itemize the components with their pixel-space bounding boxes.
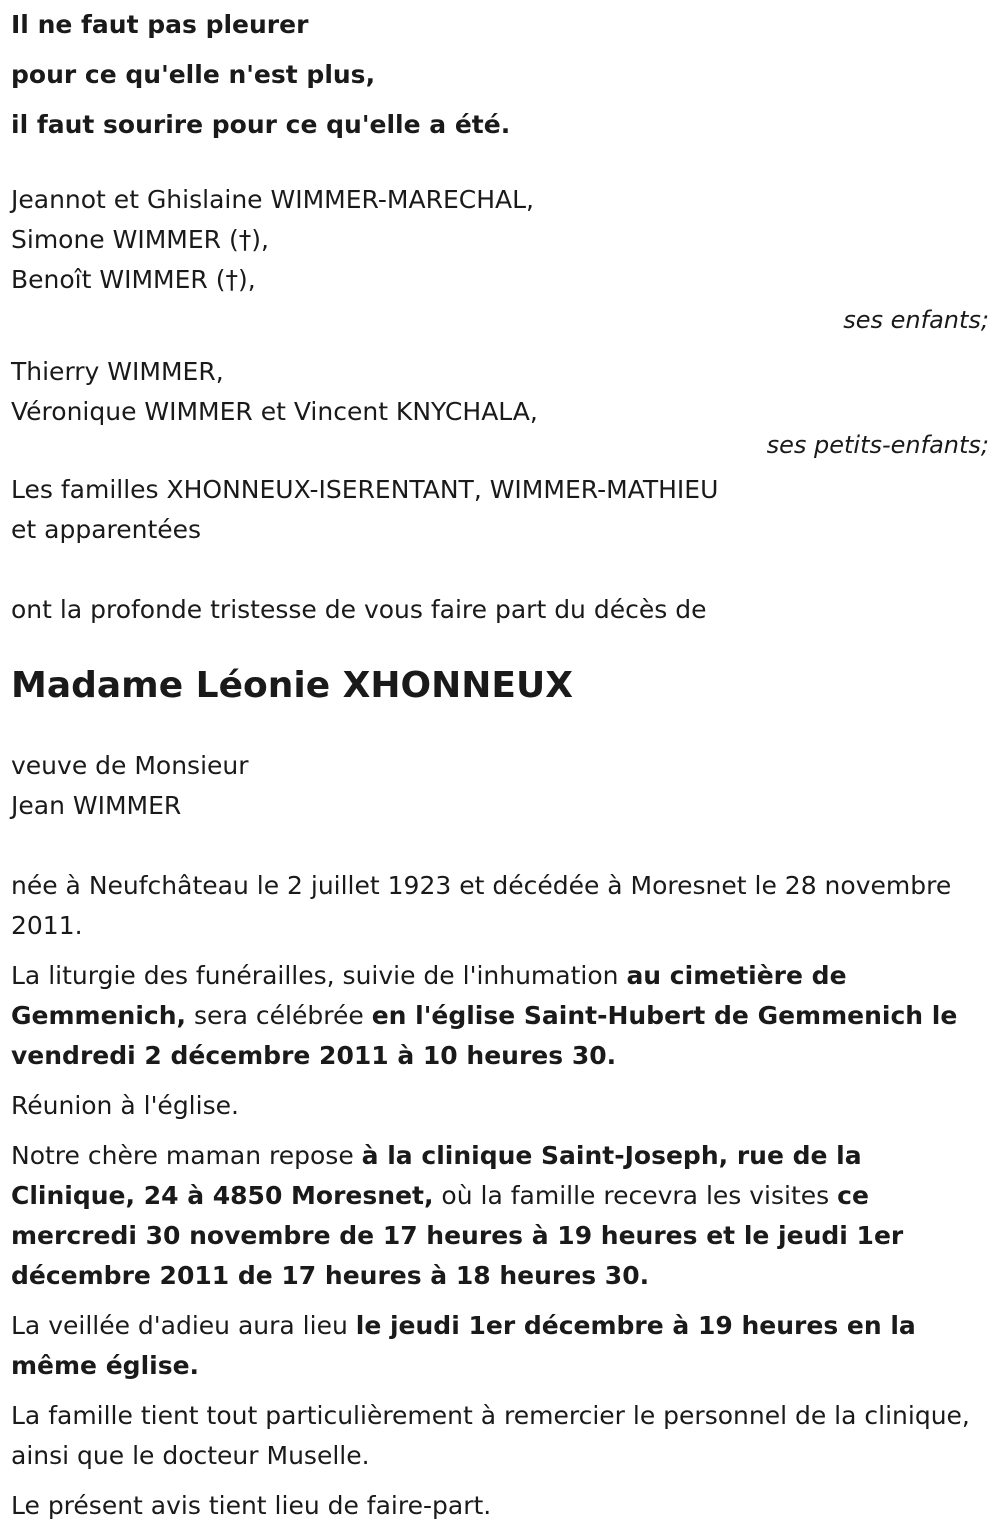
death-notice <box>11 0 991 1526</box>
repose-paragraph <box>11 1136 991 1296</box>
thanks-text: La famille tient tout particulièrement à remercier le personnel de la clinique, ainsi que le docteur Muselle. <box>11 1401 970 1470</box>
vigil-text-1: La veillée d'adieu aura lieu <box>11 1311 356 1340</box>
child-line-3: Benoît WIMMER (†), <box>11 265 256 294</box>
widow-block <box>11 746 991 826</box>
vigil-date: le jeudi 1er décembre à 19 heures en la même église. <box>11 1311 916 1380</box>
quote-line-1: Il ne faut pas pleurer <box>11 10 309 39</box>
repose-visits: ce mercredi 30 novembre de 17 heures à 19 heures et le jeudi 1er décembre 2011 de 17 heures à 18 heures 30. <box>11 1181 904 1290</box>
deceased-name: Madame Léonie XHONNEUX <box>11 665 573 706</box>
child-line-2: Simone WIMMER (†), <box>11 225 269 254</box>
funeral-text-2: sera célébrée <box>186 1001 372 1030</box>
grandchildren-role: ses petits-enfants; <box>766 431 989 459</box>
grandchild-line-1: Thierry WIMMER, <box>11 357 224 386</box>
families-line-1: Les familles XHONNEUX-ISERENTANT, WIMMER-MATHIEU <box>11 475 719 504</box>
repose-text-2: où la famille recevra les visites <box>433 1181 838 1210</box>
funeral-text-1: La liturgie des funérailles, suivie de l'inhumation <box>11 961 627 990</box>
children-block <box>11 180 991 340</box>
widow-line-2: Jean WIMMER <box>11 791 182 820</box>
vigil-paragraph <box>11 1306 991 1386</box>
birth-death-text: née à Neufchâteau le 2 juillet 1923 et décédée à Moresnet le 28 novembre 2011. <box>11 871 952 940</box>
families-line-2: et apparentées <box>11 515 202 544</box>
repose-location: à la clinique Saint-Joseph, rue de la Clinique, 24 à 4850 Moresnet, <box>11 1141 862 1210</box>
grandchild-line-2: Véronique WIMMER et Vincent KNYCHALA, <box>11 397 538 426</box>
quote-line-2: pour ce qu'elle n'est plus, <box>11 60 376 89</box>
grandchildren-block <box>11 352 991 458</box>
announcement-text: ont la profonde tristesse de vous faire part du décès de <box>11 595 707 624</box>
notice-text: Le présent avis tient lieu de faire-part. <box>11 1491 492 1520</box>
reunion-text: Réunion à l'église. <box>11 1091 239 1120</box>
widow-line-1: veuve de Monsieur <box>11 751 249 780</box>
children-role: ses enfants; <box>843 306 989 334</box>
families-block <box>11 470 991 550</box>
repose-text-1: Notre chère maman repose <box>11 1141 362 1170</box>
funeral-paragraph <box>11 956 991 1076</box>
quote-line-3: il faut sourire pour ce qu'elle a été. <box>11 110 511 139</box>
child-line-1: Jeannot et Ghislaine WIMMER-MARECHAL, <box>11 185 534 214</box>
funeral-church-date: en l'église Saint-Hubert de Gemmenich le vendredi 2 décembre 2011 à 10 heures 30. <box>11 1001 958 1070</box>
epitaph-quote <box>11 0 991 150</box>
funeral-cemetery: au cimetière de Gemmenich, <box>11 961 847 1030</box>
